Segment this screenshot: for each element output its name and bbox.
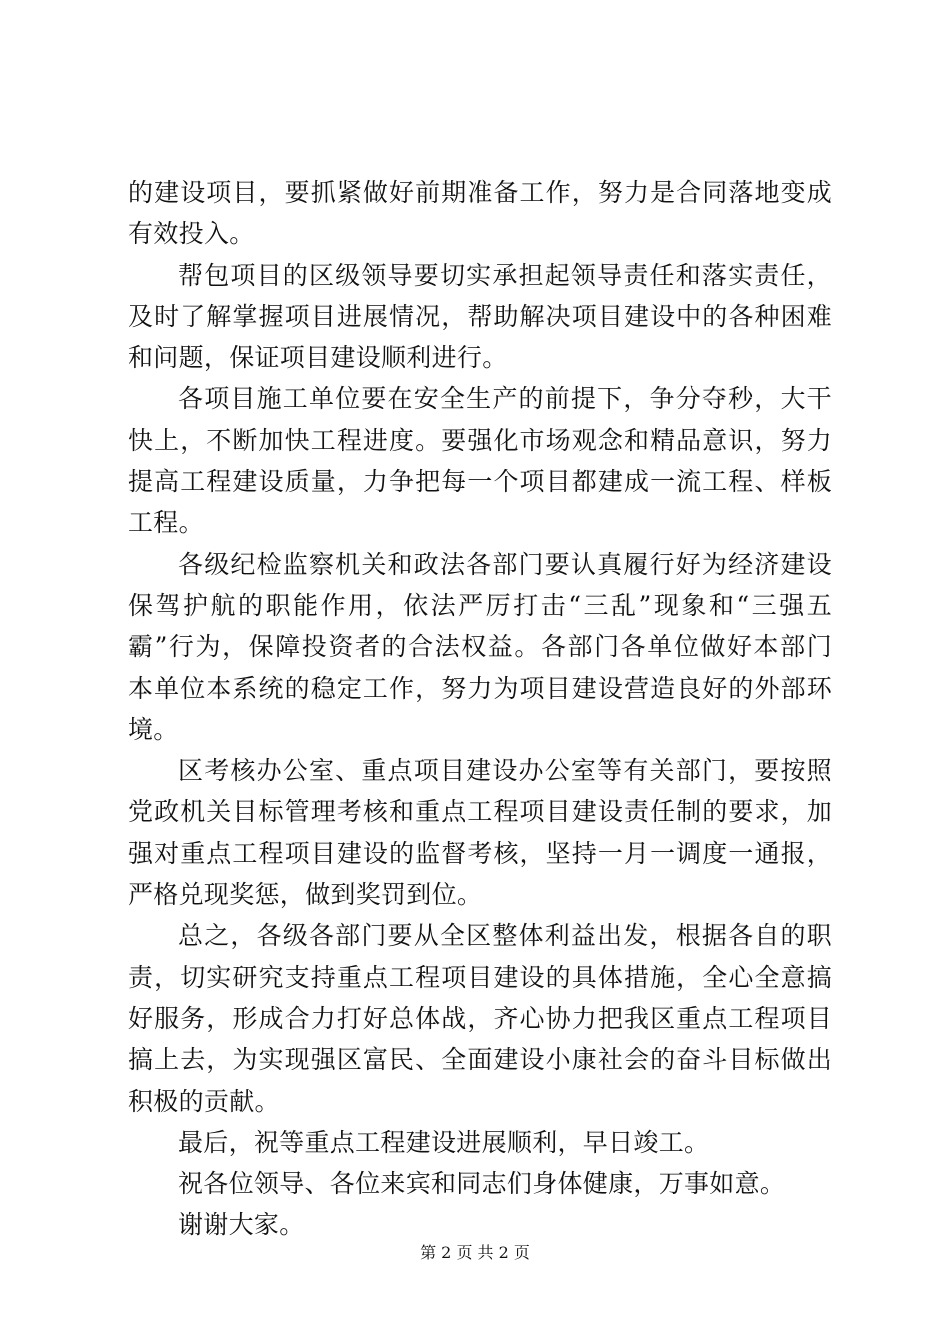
paragraph-line: 强对重点工程项目建设的监督考核，坚持一月一调度一通报，	[128, 838, 832, 868]
paragraph-line: 谢谢大家。	[178, 1210, 305, 1240]
paragraph-line: 祝各位领导、各位来宾和同志们身体健康，万事如意。	[178, 1169, 786, 1199]
paragraph	[128, 544, 832, 750]
paragraph-line: 帮包项目的区级领导要切实承担起领导责任和落实责任，	[178, 260, 832, 290]
paragraph	[128, 172, 832, 255]
paragraph-line: 保驾护航的职能作用，依法严厉打击“三乱”现象和“三强五	[128, 590, 832, 620]
paragraph-line: 各项目施工单位要在安全生产的前提下，争分夺秒，大干	[178, 384, 832, 414]
paragraph-line: 责，切实研究支持重点工程项目建设的具体措施，全心全意搞	[128, 962, 832, 992]
paragraph-line: 和问题，保证项目建设顺利进行。	[128, 343, 508, 373]
paragraph-line: 有效投入。	[128, 219, 255, 249]
paragraph	[128, 1163, 832, 1204]
paragraph-line: 本单位本系统的稳定工作，努力为项目建设营造良好的外部环	[128, 673, 832, 703]
paragraph	[128, 915, 832, 1121]
document-body	[128, 172, 832, 1246]
paragraph-line: 快上，不断加快工程进度。要强化市场观念和精品意识，努力	[128, 425, 832, 455]
paragraph-line: 各级纪检监察机关和政法各部门要认真履行好为经济建设	[178, 549, 832, 579]
paragraph-line: 的建设项目，要抓紧做好前期准备工作，努力是合同落地变成	[128, 178, 832, 207]
paragraph-line: 严格兑现奖惩，做到奖罚到位。	[128, 880, 483, 910]
paragraph-line: 总之，各级各部门要从全区整体利益出发，根据各自的职	[178, 921, 832, 951]
page-footer: 第 2 页 共 2 页	[420, 1243, 530, 1262]
paragraph-line: 最后，祝等重点工程建设进展顺利，早日竣工。	[178, 1127, 710, 1157]
paragraph-line: 好服务，形成合力打好总体战，齐心协力把我区重点工程项目	[128, 1003, 832, 1033]
paragraph-line: 提高工程建设质量，力争把每一个项目都建成一流工程、样板	[128, 467, 832, 497]
paragraph-line: 及时了解掌握项目进展情况，帮助解决项目建设中的各种困难	[128, 301, 832, 331]
paragraph-line: 工程。	[128, 508, 204, 538]
paragraph	[128, 255, 832, 379]
paragraph-line: 党政机关目标管理考核和重点工程项目建设责任制的要求，加	[128, 797, 832, 827]
paragraph-line: 区考核办公室、重点项目建设办公室等有关部门，要按照	[178, 756, 832, 786]
paragraph-line: 境。	[128, 714, 179, 744]
paragraph	[128, 1204, 832, 1245]
paragraph-line: 积极的贡献。	[128, 1086, 280, 1116]
paragraph-line: 霸”行为，保障投资者的合法权益。各部门各单位做好本部门	[128, 632, 832, 662]
paragraph	[128, 378, 832, 543]
paragraph-line: 搞上去，为实现强区富民、全面建设小康社会的奋斗目标做出	[128, 1045, 832, 1075]
paragraph	[128, 750, 832, 915]
paragraph	[128, 1122, 832, 1163]
